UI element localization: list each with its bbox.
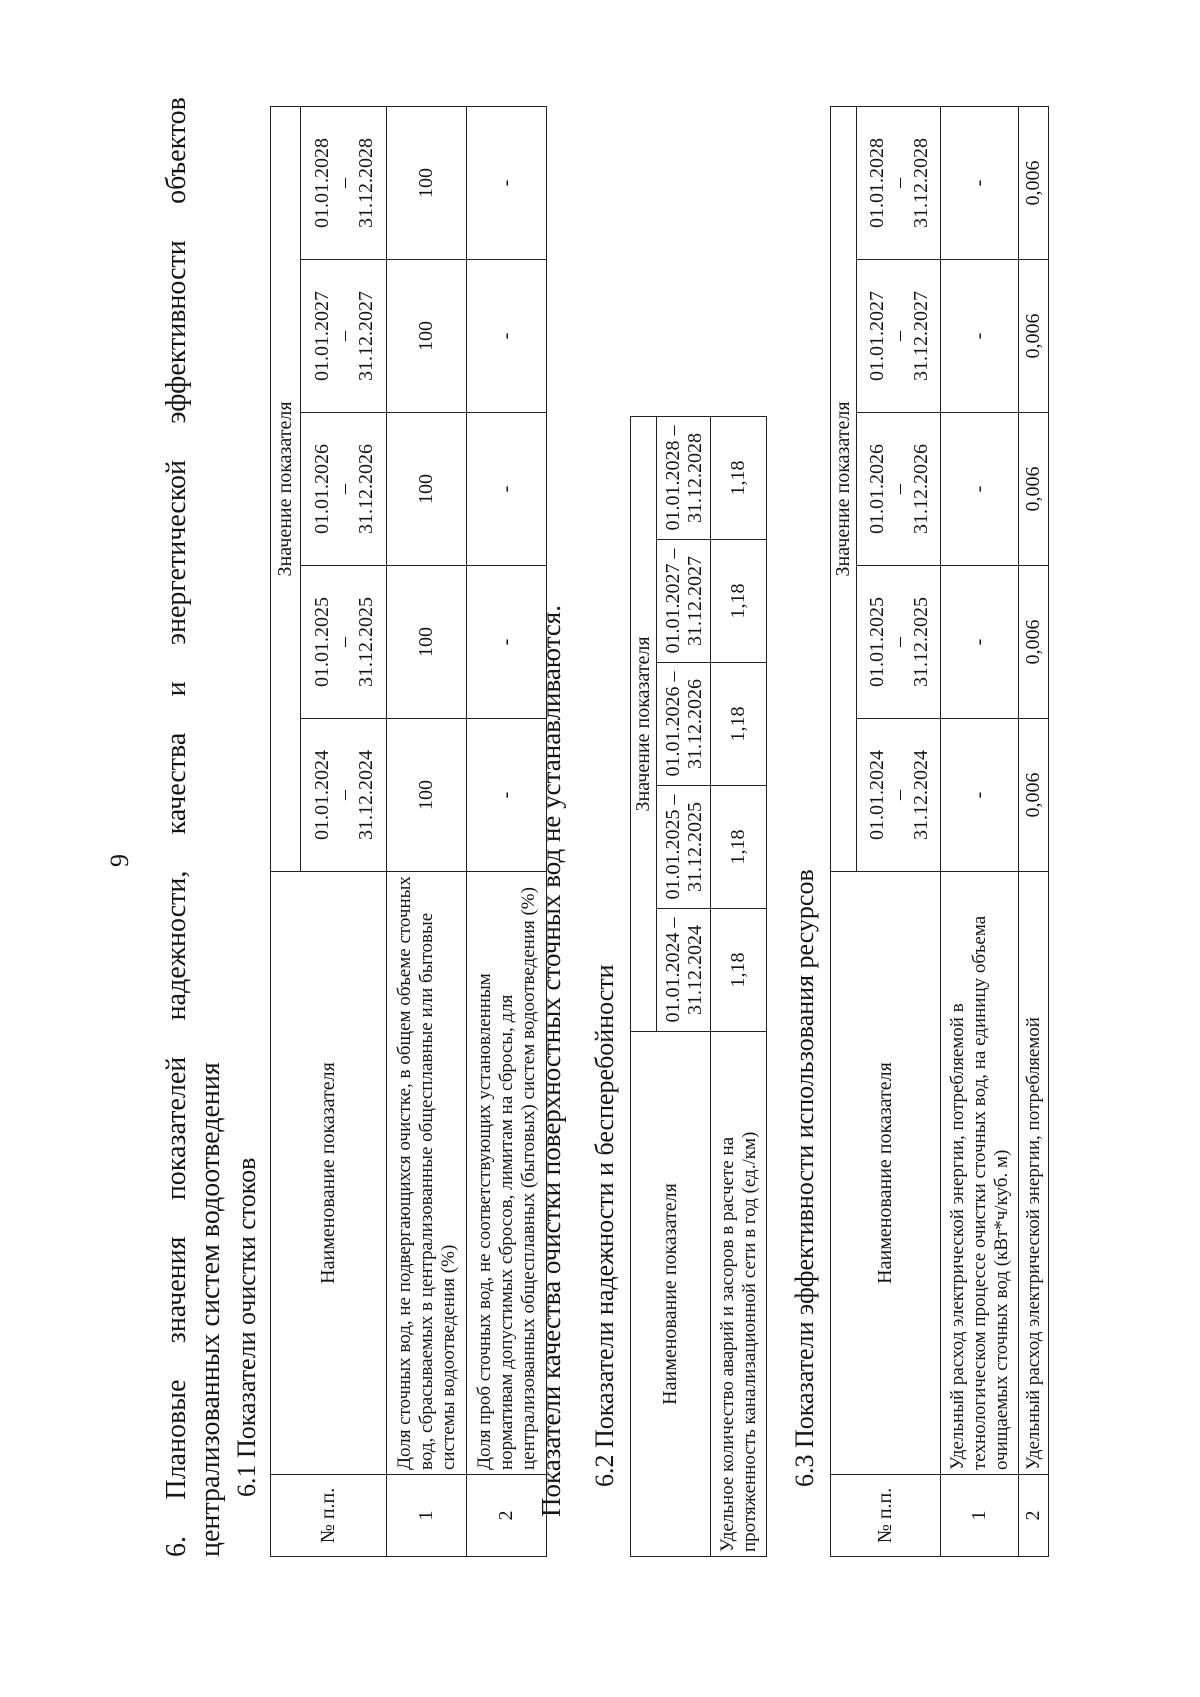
indicator-value: 100 xyxy=(387,106,467,259)
indicator-value: 1,18 xyxy=(711,786,767,909)
period-header: 01.01.2026 – 31.12.2026 xyxy=(857,413,941,566)
indicator-value: 1,18 xyxy=(711,909,767,1032)
period-header: 01.01.2027 – 31.12.2027 xyxy=(301,260,387,413)
table-wastewater-treatment xyxy=(270,106,547,1557)
period-header: 01.01.2026 – 31.12.2026 xyxy=(301,413,387,566)
indicator-value: - xyxy=(467,260,547,413)
indicator-name: Удельный расход электрической энергии, потребляемой xyxy=(1019,872,1049,1475)
col-number-header: № п.п. xyxy=(831,1475,941,1557)
indicator-value: - xyxy=(941,566,1019,719)
section-title-line2: централизованных систем водоотведения xyxy=(195,1062,226,1557)
indicator-value: 100 xyxy=(387,566,467,719)
indicator-name: Удельный расход электрической энергии, потребляемой в технологическом процессе очистки сточных вод, на единицу объема очищаемых сточных вод (кВт*ч/куб. м) xyxy=(941,872,1019,1475)
indicator-value: - xyxy=(467,106,547,259)
indicator-value: - xyxy=(467,719,547,872)
period-header: 01.01.2024 – 31.12.2024 xyxy=(857,719,941,872)
period-header: 01.01.2027 – 31.12.2027 xyxy=(657,540,711,663)
table-row xyxy=(711,416,767,1556)
col-number-header: № п.п. xyxy=(271,1475,387,1557)
note-surface-water: Показатели качества очистки поверхностных сточных вод не устанавливаются. xyxy=(536,605,566,1517)
title-word: энергетической xyxy=(161,460,192,645)
table-reliability xyxy=(630,416,767,1557)
table-row xyxy=(387,106,467,1556)
row-number: 2 xyxy=(467,1475,547,1557)
indicator-value: 100 xyxy=(387,413,467,566)
heading-6-3: 6.3 Показатели эффективности использования ресурсов xyxy=(790,869,819,1487)
row-number: 1 xyxy=(941,1475,1019,1557)
col-value-group-header: Значение показателя xyxy=(631,416,657,1031)
indicator-name: Доля проб сточных вод, не соответствующих установленным нормативам допустимых сбросов, лимитам на сбросы, для централизованных общесплавных (бытовых) систем водоотведения (%) xyxy=(467,872,547,1475)
period-header: 01.01.2025 – 31.12.2025 xyxy=(857,566,941,719)
indicator-value: 0,006 xyxy=(1019,260,1049,413)
period-header: 01.01.2028 – 31.12.2028 xyxy=(657,416,711,539)
table-row xyxy=(941,106,1019,1556)
page-number: 9 xyxy=(105,854,134,867)
indicator-value: 1,18 xyxy=(711,416,767,539)
title-word: значения xyxy=(161,1236,192,1344)
indicator-value: 0,006 xyxy=(1019,413,1049,566)
indicator-value: 100 xyxy=(387,719,467,872)
period-header: 01.01.2027 – 31.12.2027 xyxy=(857,260,941,413)
period-header: 01.01.2024 – 31.12.2024 xyxy=(657,909,711,1032)
col-name-header: Наименование показателя xyxy=(271,872,387,1475)
period-header: 01.01.2025 – 31.12.2025 xyxy=(301,566,387,719)
section-title-line1 xyxy=(160,97,194,1557)
heading-6-2: 6.2 Показатели надежности и бесперебойности xyxy=(590,964,619,1487)
title-word: 6. xyxy=(161,1536,192,1557)
title-word: и xyxy=(161,681,192,697)
period-header: 01.01.2025 – 31.12.2025 xyxy=(657,786,711,909)
indicator-value: 0,006 xyxy=(1019,566,1049,719)
indicator-value: 100 xyxy=(387,260,467,413)
table-resource-efficiency xyxy=(830,106,1049,1557)
indicator-value: 0,006 xyxy=(1019,106,1049,259)
row-number: 1 xyxy=(387,1475,467,1557)
row-number: 2 xyxy=(1019,1475,1049,1557)
table-row xyxy=(467,106,547,1556)
title-word: показателей xyxy=(161,1056,192,1201)
col-value-group-header: Значение показателя xyxy=(831,106,857,871)
title-word: эффективности xyxy=(161,240,192,424)
indicator-value: - xyxy=(941,719,1019,872)
col-value-group-header: Значение показателя xyxy=(271,106,301,871)
indicator-name: Удельное количество аварий и засоров в расчете на протяженность канализационной сети в год (ед./км) xyxy=(711,1032,767,1557)
period-header: 01.01.2026 – 31.12.2026 xyxy=(657,663,711,786)
period-header: 01.01.2024 – 31.12.2024 xyxy=(301,719,387,872)
title-word: качества xyxy=(161,732,192,835)
title-word: объектов xyxy=(161,97,192,204)
col-name-header: Наименование показателя xyxy=(831,872,941,1475)
period-header: 01.01.2028 – 31.12.2028 xyxy=(857,106,941,259)
heading-6-1: 6.1 Показатели очистки стоков xyxy=(232,1157,261,1497)
col-name-header: Наименование показателя xyxy=(631,1032,711,1557)
table-row xyxy=(1019,106,1049,1556)
indicator-value: - xyxy=(941,106,1019,259)
indicator-value: - xyxy=(941,413,1019,566)
indicator-value: - xyxy=(941,260,1019,413)
indicator-value: - xyxy=(467,566,547,719)
indicator-value: - xyxy=(467,413,547,566)
title-word: надежности, xyxy=(161,870,192,1021)
title-word: Плановые xyxy=(161,1379,192,1500)
indicator-value: 0,006 xyxy=(1019,719,1049,872)
indicator-name: Доля сточных вод, не подвергающихся очистке, в общем объеме сточных вод, сбрасываемых в централизованные общесплавные или бытовые системы водоотведения (%) xyxy=(387,872,467,1475)
indicator-value: 1,18 xyxy=(711,540,767,663)
period-header: 01.01.2028 – 31.12.2028 xyxy=(301,106,387,259)
section-title xyxy=(160,97,228,1557)
indicator-value: 1,18 xyxy=(711,663,767,786)
